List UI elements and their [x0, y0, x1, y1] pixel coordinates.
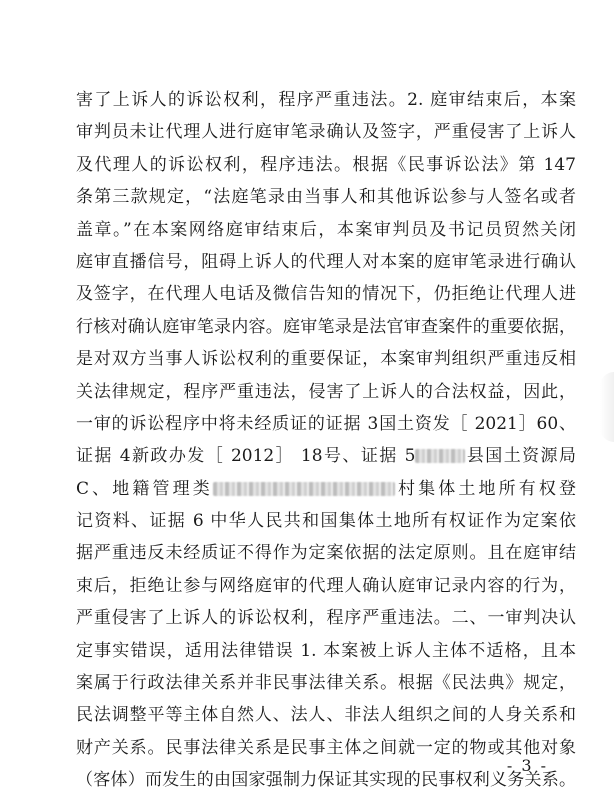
text-line: 庭审直播信号，阻碍上诉人的代理人对本案的庭审笔录进行确认	[76, 251, 576, 272]
text-line: 严重侵害了上诉人的诉讼权利，程序严重违法。二、一审判决认	[76, 608, 576, 629]
page-edge-shadow	[600, 372, 614, 442]
text-line: 据严重违反未经质证不得作为定案依据的法定原则。且在庭审结	[76, 543, 576, 564]
text-line: 定事实错误，适用法律错误 1. 本案被上诉人主体不适格，且本	[76, 640, 576, 661]
page-number: - 3 -	[506, 756, 548, 775]
text-line: 案属于行政法律关系并非民事法律关系。根据《民法典》规定，	[76, 673, 576, 694]
text-line: （客体）而发生的由国家强制力保证其实现的民事权利义务关系。	[76, 770, 576, 791]
text-segment: 县国土资源局	[465, 446, 576, 467]
text-segment: C、地籍管理类	[76, 478, 213, 499]
text-line: 民法调整平等主体自然人、法人、非法人组织之间的人身关系和	[76, 705, 576, 726]
text-line: 条第三款规定，“法庭笔录由当事人和其他诉讼参与人签名或者	[76, 187, 576, 208]
text-line: 及签字，在代理人电话及微信告知的情况下，仍拒绝让代理人进	[76, 284, 576, 305]
redacted-text	[213, 482, 395, 496]
text-line: 及代理人的诉讼权利，程序违法。根据《民事诉讼法》第 147	[76, 154, 576, 175]
text-line-with-redaction	[76, 473, 576, 505]
text-segment: 村集体土地所有权登	[394, 478, 577, 499]
redacted-text	[415, 449, 465, 463]
text-line: 害了上诉人的诉讼权利，程序严重违法。2. 庭审结束后，本案	[76, 90, 576, 110]
text-line: 盖章。”在本案网络庭审结束后，本案审判员及书记员贸然关闭	[76, 219, 576, 240]
text-line: 是对双方当事人诉讼权利的重要保证，本案审判组织严重违反相	[76, 349, 576, 370]
text-line: 一审的诉讼程序中将未经质证的证据 3国土资发［ 2021］60、	[76, 413, 576, 434]
document-body	[76, 84, 576, 797]
text-line: 关法律规定，程序严重违法，侵害了上诉人的合法权益，因此，	[76, 381, 576, 402]
text-line: 记资料、证据 6 中华人民共和国集体土地所有权证作为定案依	[76, 511, 576, 532]
text-line: 财产关系。民事法律关系是民事主体之间就一定的物或其他对象	[76, 737, 576, 758]
text-line: 行核对确认庭审笔录内容。庭审笔录是法官审查案件的重要依据，	[76, 316, 576, 337]
text-segment: 证据 4新政办发［ 2012］ 18号、证据 5	[76, 446, 416, 467]
text-line-with-redaction	[76, 440, 576, 472]
text-line: 审判员未让代理人进行庭审笔录确认及签字，严重侵害了上诉人	[76, 122, 576, 143]
text-line: 束后，拒绝让参与网络庭审的代理人确认庭审记录内容的行为，	[76, 575, 576, 596]
